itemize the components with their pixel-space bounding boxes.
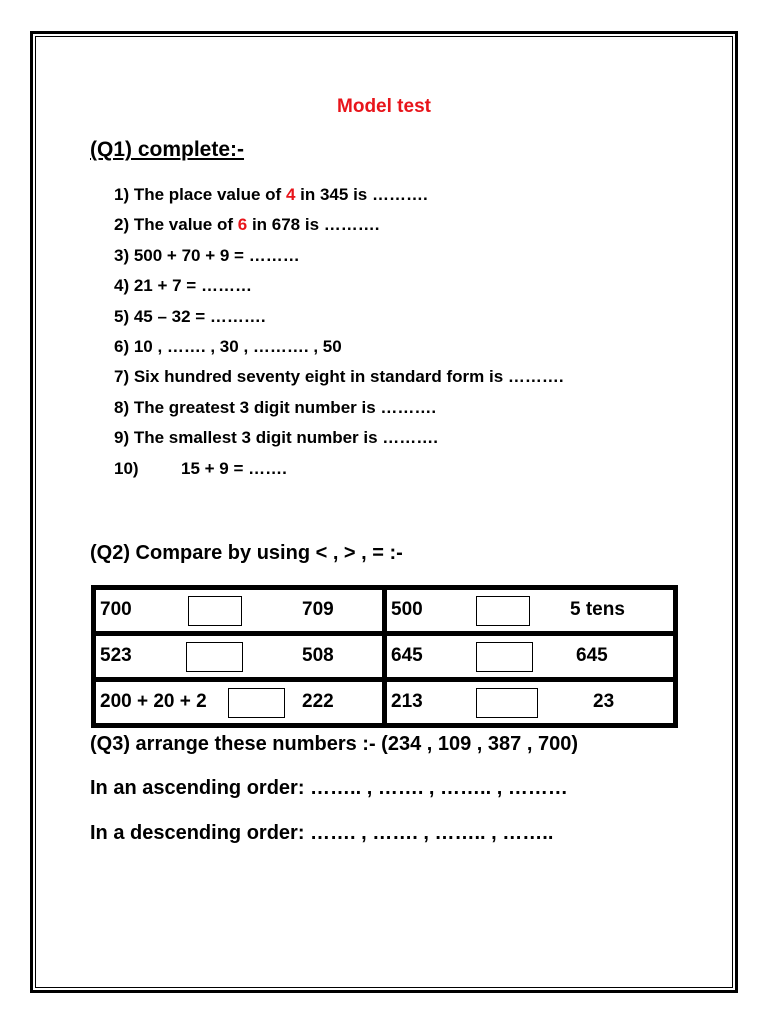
list-item (114, 423, 564, 453)
list-item (114, 362, 564, 392)
item-text: 5) 45 – 32 = ………. (114, 306, 266, 326)
item-text: 15 + 9 = ……. (181, 458, 287, 478)
compare-cell (95, 681, 383, 724)
descending-order-line: In a descending order: ……. , ……. , …….. , …….. (90, 822, 554, 844)
item-text: 8) The greatest 3 digit number is ………. (114, 397, 437, 417)
ascending-order-line: In an ascending order: …….. , ……. , …….. , ……… (90, 777, 568, 799)
right-value: 5 tens (570, 599, 625, 620)
list-item (114, 271, 564, 301)
highlighted-digit: 6 (237, 215, 248, 235)
item-text: 2) The value of (114, 215, 238, 235)
right-value: 23 (593, 691, 615, 712)
page-title: Model test (337, 96, 431, 117)
compare-table (91, 585, 678, 728)
list-item (114, 393, 564, 423)
q3-heading: (Q3) arrange these numbers :- (234 , 109 , 387 , 700) (90, 733, 578, 755)
list-item (114, 332, 564, 362)
left-value: 200 + 20 + 2 (100, 691, 207, 712)
list-item (114, 241, 564, 271)
list-item (114, 210, 564, 240)
item-text: 4) 21 + 7 = ……… (114, 276, 252, 296)
left-value: 500 (391, 599, 423, 620)
list-item (114, 180, 564, 210)
item-text: 6) 10 , ……. , 30 , ………. , 50 (114, 336, 342, 356)
item-text-tail: in 345 is ………. (295, 185, 428, 204)
right-value: 709 (302, 599, 334, 620)
q1-heading: (Q1) complete:- (90, 138, 245, 161)
item-number: 10) (114, 458, 139, 478)
answer-box[interactable] (188, 596, 242, 626)
page-border-inner (35, 36, 733, 988)
left-value: 523 (100, 645, 132, 666)
q2-heading: (Q2) Compare by using < , > , = :- (90, 542, 403, 564)
answer-box[interactable] (186, 642, 243, 672)
compare-cell (95, 589, 383, 632)
item-text: 3) 500 + 70 + 9 = ……… (114, 245, 300, 265)
compare-cell (386, 589, 674, 632)
compare-grid (95, 589, 674, 724)
item-text-tail: in 678 is ………. (247, 215, 380, 235)
q1-items-list (114, 180, 564, 484)
highlighted-digit: 4 (285, 185, 296, 204)
answer-box[interactable] (476, 596, 530, 626)
compare-cell (95, 635, 383, 678)
answer-box[interactable] (476, 688, 538, 718)
answer-box[interactable] (228, 688, 285, 718)
right-value: 222 (302, 691, 334, 712)
left-value: 700 (100, 599, 132, 620)
right-value: 645 (576, 645, 608, 666)
left-value: 645 (391, 645, 423, 666)
compare-cell (386, 635, 674, 678)
item-text: 7) Six hundred seventy eight in standard form is ………. (114, 367, 564, 387)
list-item (114, 302, 564, 332)
left-value: 213 (391, 691, 423, 712)
compare-cell (386, 681, 674, 724)
item-text: 9) The smallest 3 digit number is ………. (114, 428, 439, 448)
answer-box[interactable] (476, 642, 533, 672)
item-text: 1) The place value of (114, 185, 286, 204)
list-item (114, 454, 564, 484)
right-value: 508 (302, 645, 334, 666)
